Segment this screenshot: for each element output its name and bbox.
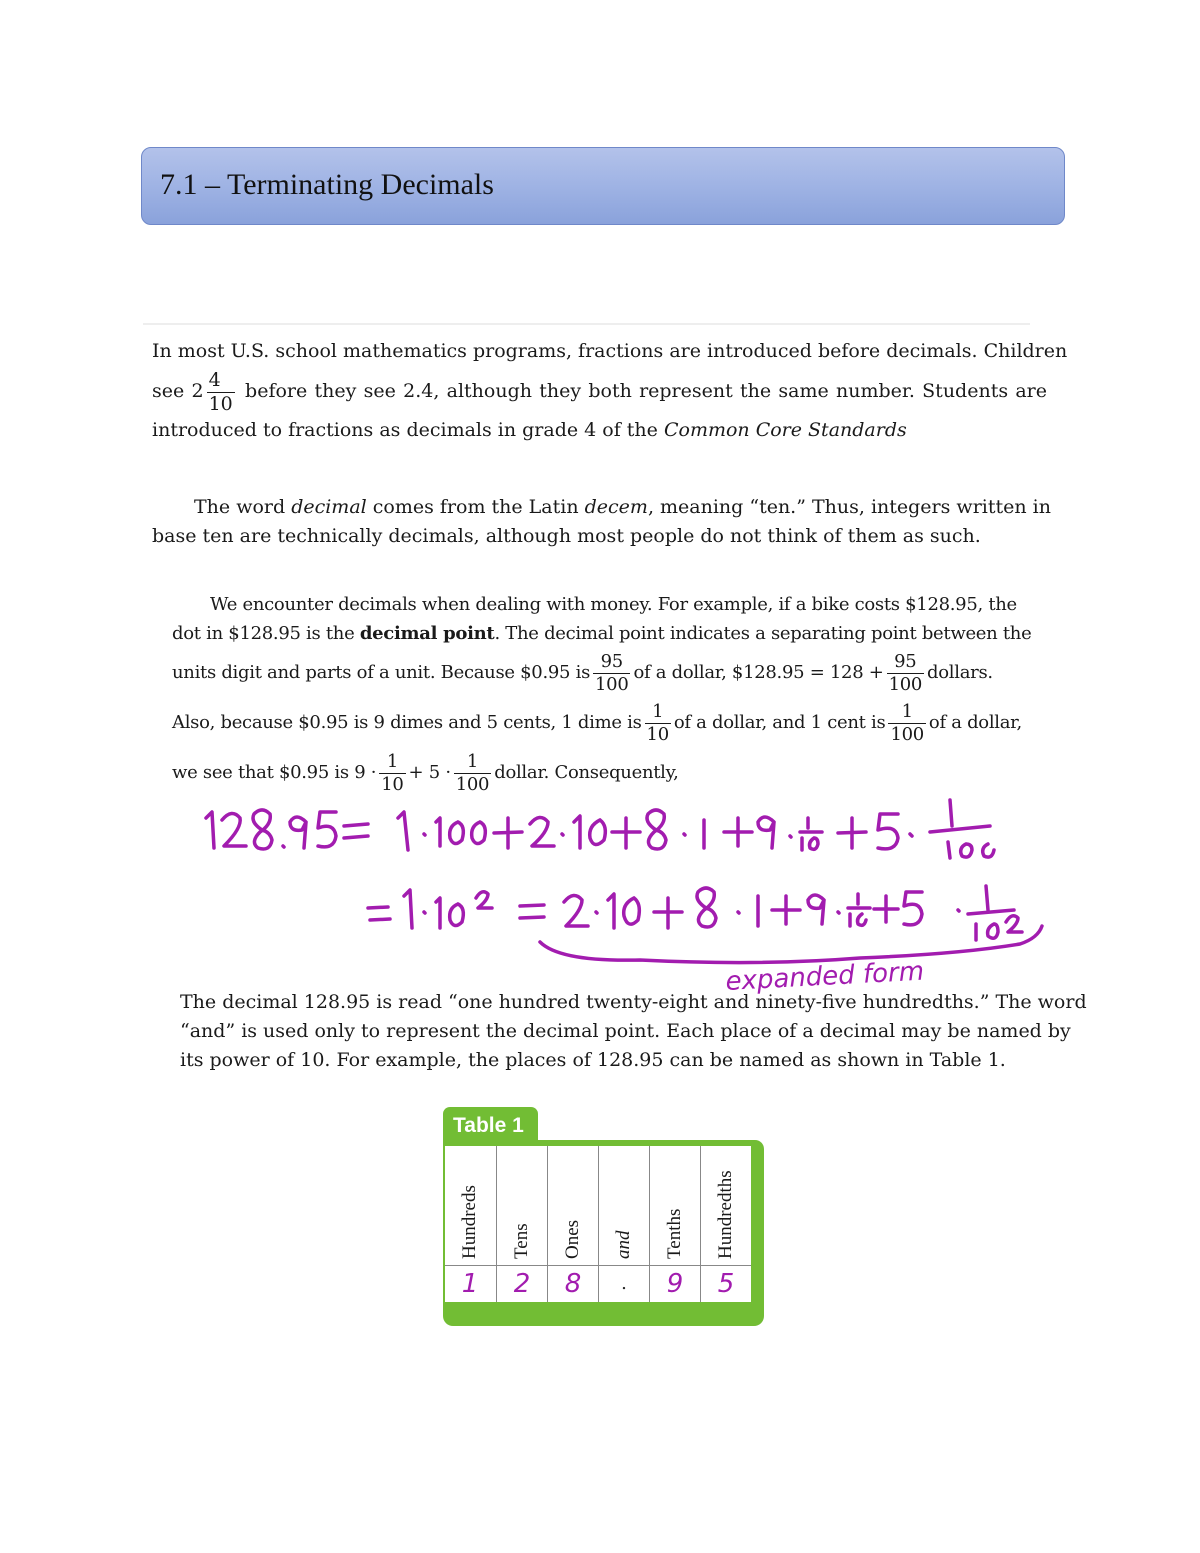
text-run: Also, because $0.95 is 9 dimes and 5 cents, 1 dime is [172,712,642,733]
handwriting-line-2 [368,886,1022,940]
column-header-label: Hundredths [715,1170,736,1259]
text-line: base ten are technically decimals, although most people do not think of them as such. [152,525,981,547]
fraction-numerator: 1 [645,703,671,724]
column-header [445,1146,495,1265]
text-run: of a dollar, [928,712,1022,733]
text-run: units digit and parts of a unit. Because $0.95 is [172,662,591,683]
text-line: “and” is used only to represent the decimal point. Each place of a decimal may be named by [180,1020,1071,1042]
table-column [598,1146,648,1302]
text-line: In most U.S. school mathematics programs, fractions are introduced before decimals. Children [152,340,1068,362]
text-emphasis: Common Core Standards [663,419,907,441]
column-header [548,1146,598,1265]
fraction-numerator: 1 [454,753,491,774]
place-digit: . [621,1273,627,1294]
fraction-numerator: 95 [593,653,630,674]
text-run: . The decimal point indicates a separating point between the [494,623,1032,644]
column-header [650,1146,700,1265]
text-run: see 2 [152,380,204,402]
text-run: , meaning “ten.” Thus, integers written in [647,496,1051,518]
text-run: we see that $0.95 is 9 · [172,762,377,783]
text-line: We encounter decimals when dealing with money. For example, if a bike costs $128.95, the [210,594,1017,615]
table-column [700,1146,750,1302]
text-line: The decimal 128.95 is read “one hundred twenty-eight and ninety-five hundredths.” The word [180,991,1087,1013]
fraction-numerator: 1 [888,703,925,724]
expanded-form-label: expanded form [724,956,925,997]
text-run: comes from the Latin [372,496,579,518]
column-header-label: Hundreds [459,1185,480,1259]
text-run: dot in $128.95 is the [172,623,355,644]
text-run: of a dollar, $128.95 = 128 + [633,662,884,683]
fraction-denominator: 10 [381,773,404,795]
column-header [497,1146,547,1265]
column-header-label: Ones [562,1219,583,1259]
fraction-numerator: 4 [207,371,235,393]
table-caption: Table 1 [443,1107,538,1147]
place-digit: 2 [513,1269,531,1299]
fraction-denominator: 100 [455,773,490,795]
table-column [649,1146,699,1302]
table-column [445,1146,495,1302]
place-digit: 1 [461,1269,479,1299]
text-run: dollar. Consequently, [494,762,679,783]
text-line: its power of 10. For example, the places of 128.95 can be named as shown in Table 1. [180,1049,1006,1071]
text-run: introduced to fractions as decimals in grade 4 of the [152,419,658,441]
text-run: before they see 2.4, although they both represent the same number. Students are [245,380,1047,402]
text-run: + 5 · [408,762,451,783]
fraction-denominator: 100 [595,673,629,695]
section-title: 7.1 – Terminating Decimals [160,168,494,201]
text-run: dollars. [927,662,993,683]
underline-stroke [540,926,1042,963]
column-header-label: Tenths [664,1208,685,1259]
column-header-label: and [613,1230,634,1259]
place-digit: 9 [666,1269,684,1299]
fraction-denominator: 100 [888,673,923,695]
handwriting-line-1 [206,800,994,858]
fraction-denominator: 10 [208,392,233,415]
place-digit: 5 [717,1269,735,1299]
table-column [496,1146,546,1302]
table-header-divider [445,1265,751,1266]
fraction-denominator: 100 [890,723,924,745]
column-header-label: Tens [511,1223,532,1259]
table-column [547,1146,597,1302]
text-emphasis: decimal [291,496,367,518]
text-bold: decimal point [359,623,495,644]
fraction-numerator: 95 [887,653,924,674]
paragraph-reading-decimal [180,988,1087,1075]
fraction-denominator: 10 [646,723,669,745]
column-header [599,1146,649,1265]
column-header [701,1146,751,1265]
fraction-numerator: 1 [379,753,405,774]
text-run: The word [194,496,286,518]
text-run: of a dollar, and 1 cent is [673,712,886,733]
text-emphasis: decem [584,496,648,518]
place-digit: 8 [564,1269,582,1299]
